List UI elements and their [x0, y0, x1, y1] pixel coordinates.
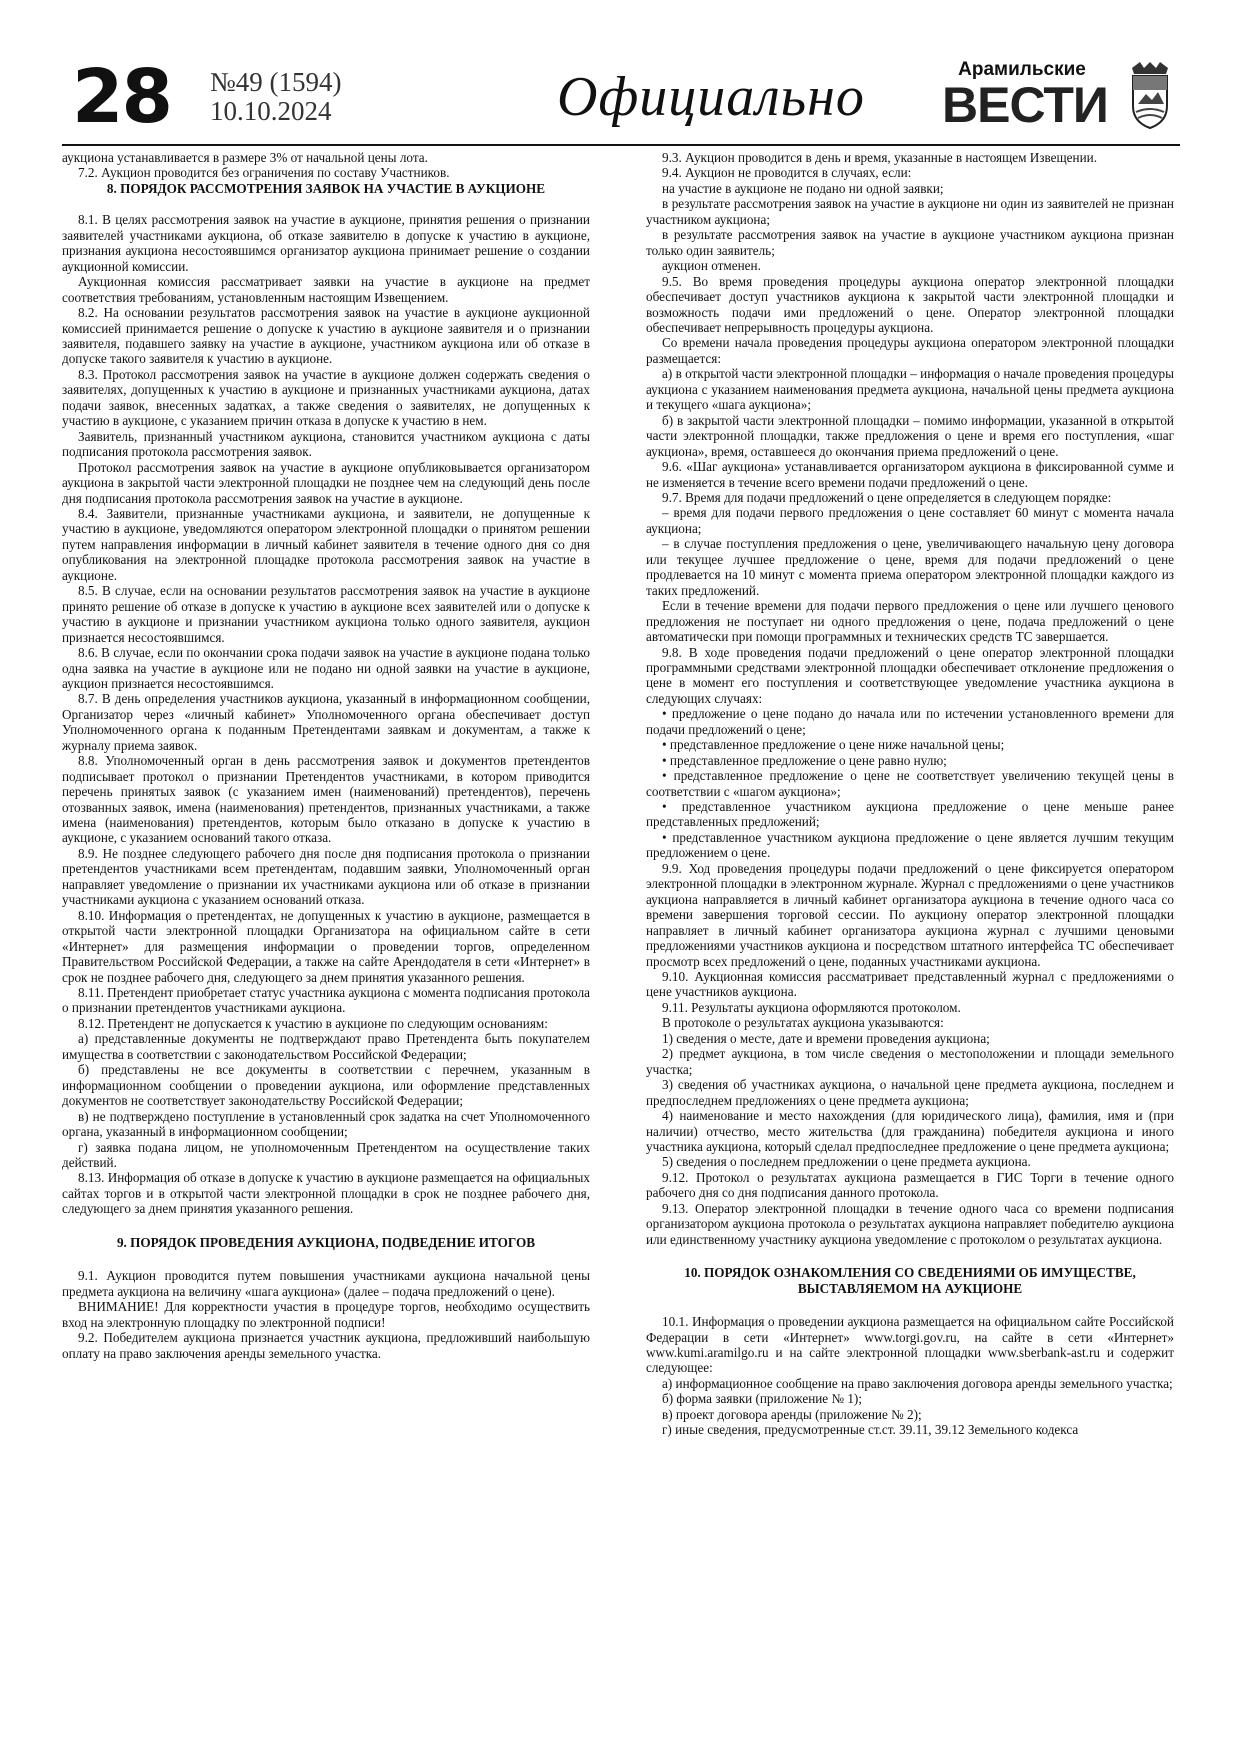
list-item: в) проект договора аренды (приложение № 2);: [662, 1406, 922, 1422]
bullet-item: • представленное участником аукциона предложение о цене меньше ранее представленных предложений;: [646, 799, 1174, 830]
paragraph: 8.8. Уполномоченный орган в день рассмотрения заявок и документов претендентов подписывает протокол о признании Претендентов участниками, в котором приводится перечень принятых заявок (с указанием имен (наименований) претендентов), перечень отозванных заявок, имена (наименования) претендентов, признанных участниками, а также имена (наименования) претендентов, которым было отказано в допуске к участию в аукционе, с указанием оснований такого отказа.: [62, 753, 590, 846]
paragraph: 9.9. Ход проведения процедуры подачи предложений о цене фиксируется оператором электронной площадки в электронном журнале. Журнал с предложениями о цене участников аукциона направляется в личный кабинет организатора аукциона в течение одного часа со времени завершения торговой сессии. По аукциону оператор электронной площадки направляет в личный кабинет организатора аукциона журнал с лучшими ценовыми предложениями участников аукциона и посредством штатного интерфейса ТС обеспечивает просмотр всех предложений о цене, поданных участниками аукциона.: [646, 860, 1174, 969]
paragraph: 9.1. Аукцион проводится путем повышения участниками аукциона начальной цены предмета аукциона на величину «шага аукциона» (далее – подача предложений о цене).: [62, 1268, 590, 1299]
paragraph: Если в течение времени для подачи первого предложения о цене или лучшего ценового предложения не поступает ни одного предложения о цене, подача предложений о цене автоматически при помощи программных и технических средств ТС завершается.: [646, 598, 1174, 645]
paragraph: 8.9. Не позднее следующего рабочего дня после дня подписания протокола о признании претендентов участниками всем претендентам, подавшим заявки, Уполномоченный орган направляет уведомление о признании их участниками аукциона или об отказе в признании участниками аукциона с указанием оснований отказа.: [62, 845, 590, 908]
bullet-item: • предложение о цене подано до начала или по истечении установленного времени для подачи предложений о цене;: [646, 706, 1174, 737]
bullet-item: • представленное предложение о цене равно нулю;: [662, 752, 947, 768]
paragraph: 9.10. Аукционная комиссия рассматривает представленный журнал с предложениями о цене участников аукциона.: [646, 969, 1174, 1000]
paragraph: аукциона устанавливается в размере 3% от начальной цены лота.: [62, 150, 428, 165]
list-item: 4) наименование и место нахождения (для юридического лица), фамилия, имя и (при наличии) отчество, место жительства (для гражданина) победителя аукциона и иного участника аукциона, который сделал предпоследнее предложение о цене предмета аукциона;: [646, 1108, 1174, 1154]
paragraph: 8.4. Заявители, признанные участниками аукциона, и заявители, не допущенные к участию в аукционе, уведомляются оператором электронной площадки о принятом решении путем направления информации в личный кабинет заявителя в течение одного дня со дня опубликования на электронной площадке протокола рассмотрения заявок на участие в аукционе.: [62, 505, 590, 583]
paragraph: г) заявка подана лицом, не уполномоченным Претендентом на осуществление таких действий.: [62, 1139, 590, 1170]
paragraph: в) не подтверждено поступление в установленный срок задатка на счет Уполномоченного органа, указанный в информационном сообщении;: [62, 1108, 590, 1140]
paragraph: в результате рассмотрения заявок на участие в аукционе участником аукциона признан только один заявитель;: [646, 227, 1174, 258]
section-heading-9: 9. ПОРЯДОК ПРОВЕДЕНИЯ АУКЦИОНА, ПОДВЕДЕНИЕ ИТОГОВ: [116, 1234, 536, 1250]
list-item: 1) сведения о месте, дате и времени проведения аукциона;: [662, 1030, 990, 1046]
page-header: [62, 56, 1180, 148]
issue-number: №49 (1594): [210, 67, 342, 97]
paragraph: 8.10. Информация о претендентах, не допущенных к участию в аукционе, размещается в открытой части электронной площадки Организатора на официальном сайте в сети «Интернет» для размещения информации о проведении торгов, определенном Правительством Российской Федерации, а также на сайте Арендодателя в сети «Интернет» в срок не позднее рабочего дня, следующего за днем принятия указанного решения.: [62, 907, 590, 985]
paragraph: 9.11. Результаты аукциона оформляются протоколом.: [662, 999, 961, 1015]
issue-date: 10.10.2024: [210, 96, 332, 126]
right-column: [646, 150, 1174, 1438]
paragraph: аукцион отменен.: [662, 258, 761, 274]
list-item: 2) предмет аукциона, в том числе сведения о местоположении и площади земельного участка;: [646, 1046, 1174, 1077]
coat-of-arms-icon: [1128, 60, 1172, 130]
paragraph: 7.2. Аукцион проводится без ограничения по составу Участников.: [78, 165, 450, 181]
paragraph: 9.4. Аукцион не проводится в случаях, если:: [662, 165, 912, 181]
logo-top-text: Арамильские: [958, 59, 1086, 80]
bullet-item: • представленное предложение о цене не соответствует увеличению текущей цены в соответствии с «шагом аукциона»;: [646, 768, 1174, 799]
paragraph: а) в открытой части электронной площадки – информация о начале проведения процедуры аукциона с указанием наименования предмета аукциона, начальной цены предмета аукциона и текущего «шага аукциона»;: [646, 366, 1174, 413]
page-number: 28: [72, 54, 171, 140]
paragraph: 8.13. Информация об отказе в допуске к участию в аукционе размещается на официальных сайтах торгов и в открытой части электронной площадки в срок не позднее рабочего дня, следующего за днем принятия указанного решения.: [62, 1170, 590, 1217]
paragraph: б) представлены не все документы в соответствии с перечнем, указанным в информационном сообщении о проведении аукциона, или оформление представленных документов не соответствует законодательству Российской Федерации;: [62, 1062, 590, 1109]
paragraph: 8.2. На основании результатов рассмотрения заявок на участие в аукционе аукционной комиссией принимается решение о допуске к участию в аукционе заявителя и о признании заявителя, подавшего заявку на участие в аукционе, участником аукциона или об отказе в допуске такого заявителя к участию в аукционе.: [62, 305, 590, 367]
section-heading-10: 10. ПОРЯДОК ОЗНАКОМЛЕНИЯ СО СВЕДЕНИЯМИ ОБ ИМУЩЕСТВЕ, ВЫСТАВЛЯЕМОМ НА АУКЦИОНЕ: [684, 1265, 1136, 1296]
paragraph: 9.5. Во время проведения процедуры аукциона оператор электронной площадки обеспечивает доступ участников аукциона к закрытой части электронной площадки и возможность подачи ими предложений о цене. Оператор электронной площадки обеспечивает непрерывность процедуры аукциона.: [646, 273, 1174, 335]
paragraph: 8.7. В день определения участников аукциона, указанный в информационном сообщении, Организатор через «личный кабинет» Уполномоченного органа обеспечивает доступ Уполномоченного органа к поданным Претендентами заявкам и документам, а также к журналу приема заявок.: [62, 691, 590, 753]
paragraph: 9.13. Оператор электронной площадки в течение одного часа со времени подписания организатором аукциона протокола о результатах аукциона направляет победителю аукциона или единственному участнику аукциона уведомление с протоколом о результатах аукциона.: [646, 1200, 1174, 1247]
issue-info: [210, 68, 342, 126]
paragraph: а) представленные документы не подтверждают право Претендента быть покупателем имущества в соответствии с законодательством Российской Федерации;: [62, 1031, 590, 1062]
paragraph: 8.12. Претендент не допускается к участию в аукционе по следующим основаниям:: [78, 1015, 548, 1031]
paragraph: 8.5. В случае, если на основании результатов рассмотрения заявок на участие в аукционе принято решение об отказе в допуске к участию в аукционе всех заявителей или о допуске к участию в аукционе и признании участником аукциона только одного заявителя, аукцион признается несостоявшимся.: [62, 583, 590, 645]
paragraph: 10.1. Информация о проведении аукциона размещается на официальном сайте Российской Федерации в сети «Интернет» www.torgi.gov.ru, на сайте в сети «Интернет» www.kumi.aramilgo.ru и на сайте электронной площадки www.sberbank-ast.ru и содержит следующее:: [646, 1314, 1174, 1376]
paragraph: 9.8. В ходе проведения подачи предложений о цене оператор электронной площадки программными средствами электронной площадки обеспечивает отклонение предложения о цене в момент его поступления и соответствующее уведомление участника аукциона в следующих случаях:: [646, 644, 1174, 706]
paragraph: 9.6. «Шаг аукциона» устанавливается организатором аукциона в фиксированной сумме и не изменяется в течение всего времени подачи предложений о цене.: [646, 459, 1174, 490]
list-item: а) информационное сообщение на право заключения договора аренды земельного участка;: [662, 1375, 1173, 1391]
paragraph: В протоколе о результатах аукциона указываются:: [662, 1015, 944, 1031]
paragraph: 8.11. Претендент приобретает статус участника аукциона с момента подписания протокола о признании претендентов участниками аукциона.: [62, 985, 590, 1016]
paragraph: 9.12. Протокол о результатах аукциона размещается в ГИС Торги в течение одного рабочего дня со дня подписания данного протокола.: [646, 1169, 1174, 1201]
paragraph: ВНИМАНИЕ! Для корректности участия в процедуре торгов, необходимо осуществить вход на электронную площадку по электронной подписи!: [62, 1299, 590, 1330]
paragraph: 8.6. В случае, если по окончании срока подачи заявок на участие в аукционе подана только одна заявка на участие в аукционе или не подано ни одной заявки на участие в аукционе, аукцион признается несостоявшимся.: [62, 645, 590, 691]
paragraph: 9.7. Время для подачи предложений о цене определяется в следующем порядке:: [662, 489, 1112, 505]
paragraph: в результате рассмотрения заявок на участие в аукционе ни один из заявителей не признан участником аукциона;: [646, 196, 1174, 227]
left-column: [62, 150, 590, 1361]
paragraph: Со времени начала проведения процедуры аукциона оператором электронной площадки размещается:: [646, 335, 1174, 366]
paragraph: 9.3. Аукцион проводится в день и время, указанные в настоящем Извещении.: [662, 150, 1097, 165]
paragraph: Заявитель, признанный участником аукциона, становится участником аукциона с даты подписания протокола рассмотрения заявок.: [62, 428, 590, 460]
bullet-item: • представленное участником аукциона предложение о цене является лучшим текущим предложением о цене.: [646, 829, 1174, 861]
newspaper-logo: [942, 59, 1108, 133]
logo-main-text: ВЕСТИ: [942, 77, 1108, 133]
paragraph: Протокол рассмотрения заявок на участие в аукционе опубликовывается организатором аукциона в закрытой части электронной площадки не позднее чем на следующий день после дня подписания протокола рассмотрения заявок на участие в аукционе.: [62, 459, 590, 506]
paragraph: б) в закрытой части электронной площадки – помимо информации, указанной в открытой части электронной площадки, также предложения о цене и время его поступления, «шаг аукциона», время, оставшееся до окончания приема предложений о цене.: [646, 412, 1174, 459]
list-item: 5) сведения о последнем предложении о цене предмета аукциона.: [662, 1154, 1031, 1170]
list-item: г) иные сведения, предусмотренные ст.ст. 39.11, 39.12 Земельного кодекса: [662, 1422, 1079, 1438]
paragraph: – время для подачи первого предложения о цене составляет 60 минут с момента начала аукциона;: [646, 505, 1174, 536]
paragraph: 8.3. Протокол рассмотрения заявок на участие в аукционе должен содержать сведения о заявителях, допущенных к участию в аукционе и признанных участниками аукциона, датах подачи заявок, внесенных задатках, а также сведения о заявителях, не допущенных к участию в аукционе, с указанием причин отказа в допуске к участию в нем.: [62, 366, 590, 429]
bullet-item: • представленное предложение о цене ниже начальной цены;: [662, 737, 1005, 753]
list-item: 3) сведения об участниках аукциона, о начальной цене предмета аукциона, последнем и предпоследнем предложениях о цене предмета аукциона;: [646, 1077, 1174, 1108]
list-item: б) форма заявки (приложение № 1);: [662, 1391, 862, 1407]
section-title: Официально: [557, 66, 865, 128]
header-rule: [62, 144, 1180, 146]
section-heading-8: 8. ПОРЯДОК РАССМОТРЕНИЯ ЗАЯВОК НА УЧАСТИЕ В АУКЦИОНЕ: [106, 180, 546, 196]
paragraph: на участие в аукционе не подано ни одной заявки;: [662, 180, 944, 196]
paragraph: Аукционная комиссия рассматривает заявки на участие в аукционе на предмет соответствия требованиям, установленным настоящим Извещением.: [62, 274, 590, 305]
paragraph: 8.1. В целях рассмотрения заявок на участие в аукционе, принятия решения о признании заявителей участниками аукциона, об отказе заявителю в допуске к участию в аукционе, признания аукциона несостоявшимся организатор аукциона принимает решение о создании аукционной комиссии.: [62, 212, 590, 274]
paragraph: – в случае поступления предложения о цене, увеличивающего начальную цену договора или текущее лучшее предложение о цене, время для подачи предложений о цене продлевается на 10 минут с момента приема оператором электронной площадки каждого из таких предложений.: [646, 536, 1174, 598]
paragraph: 9.2. Победителем аукциона признается участник аукциона, предложивший наибольшую оплату на право заключения аренды земельного участка.: [62, 1330, 590, 1361]
